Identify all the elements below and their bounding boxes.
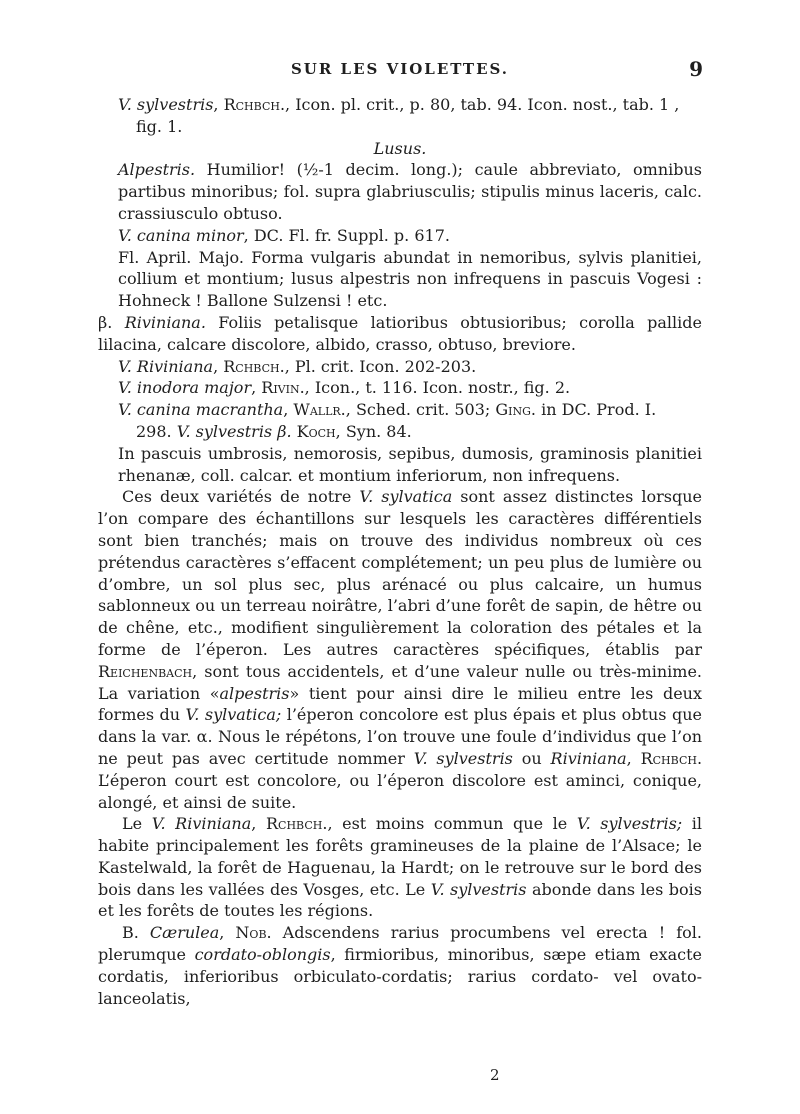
variety-name: alpestris: [219, 683, 290, 703]
taxon-name: V. sylvestris: [430, 879, 527, 899]
text-run: sont assez distinctes lorsque l’on compare des échantillons sur lesquels les caractères différentiels sont bien tranchés; mais on trouve des individus nombreux où ces prétendus caractères s’effacent complétement; un peu plus de lumière ou d’ombre, un sol plus sec, plus arénacé ou plus calcaire, un humus sablonneux ou un terreau noirâtre, l’abri d’une forêt de sapin, de hêtre ou de chêne, etc., modifient singulièrement la coloration des pétales et la forme de l’éperon. Les autres caractères spécifiques, établis par: [98, 487, 702, 659]
text-run: » tient pour ainsi dire le milieu entre les deux formes du: [98, 683, 702, 725]
text-run: in DC. Prod. I.: [536, 400, 657, 420]
text-run: , Sched. crit. 503;: [345, 400, 496, 420]
greek-letter: β.: [98, 312, 125, 332]
text-run: , Icon. pl. crit., p. 80, tab. 94. Icon. nost., tab. 1 ,: [285, 95, 680, 114]
text-run: Ces deux variétés de notre: [122, 487, 360, 507]
author-name: Wallr.: [293, 400, 346, 420]
text-run: L’éperon court est concolore, ou l’éperon discolore est aminci, conique, alongé, et ainsi de suite.: [98, 770, 702, 812]
author-name: Rchbch.: [265, 814, 328, 834]
text-run: B.: [122, 923, 150, 943]
text-run: ou: [512, 748, 551, 768]
taxon-name: V. inodora major: [118, 378, 252, 398]
text-run: ,: [251, 378, 262, 398]
entry-riviniana: [98, 356, 702, 378]
text-run: , Icon., t. 116. Icon. nostr., fig. 2.: [304, 378, 571, 398]
entry-canina-minor: [98, 225, 702, 247]
discussion-paragraph: [98, 486, 702, 813]
entry-canina-macrantha: [98, 399, 702, 421]
text-run: , est moins commun que le: [327, 814, 577, 834]
taxon-name: V. Riviniana: [118, 356, 214, 376]
beta-riviniana-description: [98, 312, 702, 356]
riviniana-habitat: In pascuis umbrosis, nemorosis, sepibus, dumosis, graminosis planitiei rhenanæ, coll. calcar. et montium inferiorum, non infrequens.: [118, 443, 702, 485]
text-run: ,: [251, 814, 266, 834]
variety-name: Riviniana.: [124, 312, 206, 332]
taxon-name: V. sylvatica: [359, 487, 453, 507]
author-name: Koch: [296, 421, 336, 441]
entry-canina-macrantha-cont: [98, 421, 702, 443]
flowering-habitat: Fl. April. Majo. Forma vulgaris abundat in nemoribus, sylvis planitiei, collium et montium; lusus alpestris non infrequens in pascuis Vogesi : Hohneck ! Ballone Sulzensi ! etc.: [118, 247, 702, 311]
text-run: ,: [213, 356, 224, 376]
taxon-name: V. sylvestris β.: [176, 421, 292, 441]
entry-inodora-major: [98, 377, 702, 399]
variety-name: Alpestris.: [118, 160, 196, 180]
text-run: Adscendens rarius procumbens vel erecta ! fol. plerumque: [98, 923, 702, 965]
taxon-name: V. canina minor: [118, 225, 244, 245]
taxon-name: V. sylvatica;: [185, 705, 282, 725]
taxon-name: V. Riviniana: [151, 814, 252, 834]
caerulea-description: [98, 922, 702, 1009]
text-run: abonde dans les bois et les forêts de toutes les régions.: [98, 879, 703, 921]
author-name: Nob.: [235, 923, 272, 943]
alpestris-description: [98, 159, 702, 224]
entry-sylvestris: [98, 94, 702, 116]
text-run: ,: [213, 95, 224, 114]
text-run: , firmioribus, minoribus, sæpe etiam exacte cordatis, inferioribus orbiculato-cordatis; rarius cordato- vel ovato-lanceolatis,: [98, 945, 703, 1008]
text-run: Le: [122, 814, 152, 834]
taxon-name: V. canina macrantha: [118, 400, 284, 420]
text-run: Humilior! (½-1 decim. long.); caule abbreviato, omnibus partibus minoribus; fol. supra glabriusculis; stipulis minus laceris, calc. crassiusculo obtuso.: [118, 160, 702, 223]
author-name: Ging.: [495, 400, 537, 420]
taxon-name: V. sylvestris: [118, 95, 214, 114]
text-run: ,: [283, 400, 294, 420]
signature-mark: 2: [490, 1066, 500, 1084]
text-run: , Pl. crit. Icon. 202-203.: [284, 356, 477, 376]
taxon-name: V. sylvestris: [413, 748, 513, 768]
author-name: Rchbch.: [223, 356, 285, 376]
text-run: ,: [626, 748, 641, 768]
text-run: 298.: [136, 421, 177, 441]
text-run: ,: [219, 923, 236, 943]
main-text: [98, 94, 702, 1009]
text-run: , sont tous accidentels, et d’une valeur nulle ou très-minime. La variation «: [98, 661, 702, 703]
lusus-heading: Lusus.: [373, 138, 427, 158]
entry-sylvestris-cont: fig. 1.: [136, 116, 183, 136]
page-header: [0, 57, 800, 81]
taxon-name: Riviniana: [550, 748, 627, 768]
taxon-name: V. sylvestris;: [576, 814, 683, 834]
running-title: SUR LES VIOLETTES.: [290, 60, 510, 78]
text-run: l’éperon concolore est plus épais et plus obtus que dans la var. α. Nous le répétons, l’on trouve une foule d’individus que l’on ne peut pas avec certitude nommer: [98, 705, 702, 768]
author-name: Reichenbach: [98, 661, 193, 681]
author-name: Rchbch.: [223, 95, 286, 114]
text-run: Foliis petalisque latioribus obtusioribus; corolla pallide lilacina, calcare discolore, albido, crasso, obtuso, breviore.: [98, 312, 702, 354]
variety-name: Cærulea: [149, 923, 220, 943]
text-run: , Syn. 84.: [335, 421, 412, 441]
page-number: 9: [689, 57, 703, 81]
author-name: Rchbch.: [640, 748, 703, 768]
text-run: , DC. Fl. fr. Suppl. p. 617.: [243, 225, 450, 245]
leaf-shape-term: cordato-oblongis: [194, 945, 331, 965]
text-run: il habite principalement les forêts gramineuses de la plaine de l’Alsace; le Kastelwald, la forêt de Haguenau, la Hardt; on le retrouve sur le bord des bois dans les vallées des Vosges, etc. Le: [98, 814, 703, 899]
distribution-paragraph: [98, 813, 702, 922]
author-name: Rivin.: [261, 378, 305, 398]
